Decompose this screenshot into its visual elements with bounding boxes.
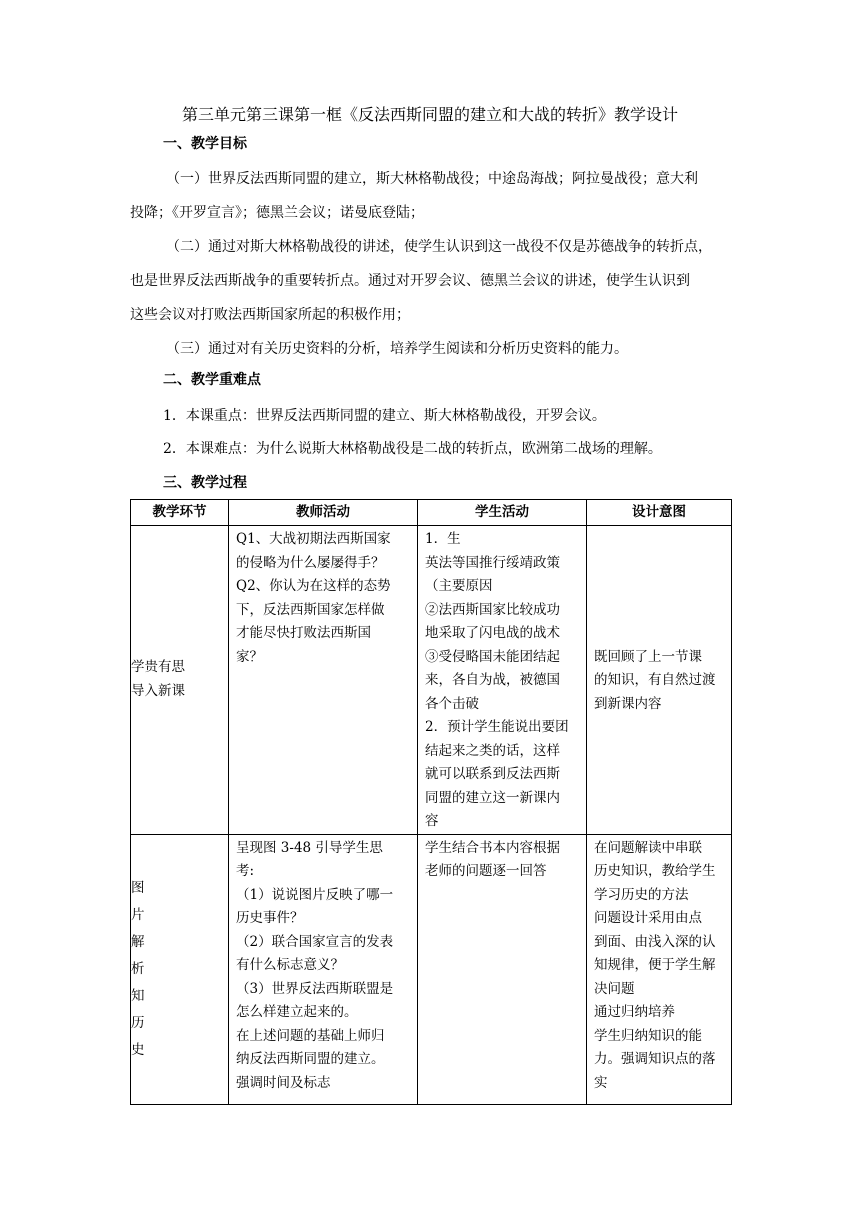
section-heading-key-points: 二、教学重难点 <box>163 372 261 388</box>
design-intent-line: 历史知识，教给学生 <box>594 863 716 879</box>
stage-cell <box>131 834 229 1104</box>
table-header-cell: 教学环节 <box>131 500 229 526</box>
objective-1-line-1: （一）世界反法西斯同盟的建立，斯大林格勒战役；中途岛海战；阿拉曼战役；意大利 <box>166 171 698 187</box>
teacher-activity-line: 才能尽快打败法西斯国 <box>236 625 371 641</box>
table-row <box>131 834 732 1104</box>
student-activity-line: （主要原因 <box>425 578 493 594</box>
table-header-cell: 教师活动 <box>229 500 418 526</box>
design-intent-line: 学习历史的方法 <box>594 886 689 903</box>
teacher-activity-line: 历史事件？ <box>236 910 304 926</box>
teacher-activity-cell <box>229 526 418 835</box>
document-title: 第三单元第三课第一框《反法西斯同盟的建立和大战的转折》教学设计 <box>181 105 678 124</box>
design-intent-line: 在问题解读中串联 <box>594 839 702 856</box>
objective-3-line-1: （三）通过对有关历史资料的分析，培养学生阅读和分析历史资料的能力。 <box>166 341 628 357</box>
key-point-item-1: 1．本课重点：世界反法西斯同盟的建立、斯大林格勒战役，开罗会议。 <box>163 408 606 424</box>
stage-vertical-char: 析 <box>131 960 145 977</box>
objective-paragraph-3 <box>130 332 730 366</box>
table-row <box>131 526 732 835</box>
stage-vertical-char: 片 <box>131 906 145 923</box>
teacher-activity-line: 在上述问题的基础上师归 <box>236 1027 385 1044</box>
design-intent-line: 实 <box>594 1074 608 1091</box>
stage-vertical-char: 图 <box>131 879 145 896</box>
key-point-item-2: 2．本课难点：为什么说斯大林格勒战役是二战的转折点，欧洲第二战场的理解。 <box>163 441 662 457</box>
student-activity-line: 各个击破 <box>425 695 479 712</box>
stage-vertical-char: 史 <box>131 1041 145 1058</box>
teacher-activity-line: 有什么标志意义？ <box>236 957 344 973</box>
teacher-activity-line: 怎么样建立起来的。 <box>236 1004 358 1020</box>
stage-cell <box>131 526 229 835</box>
teacher-activity-cell <box>229 834 418 1104</box>
student-activity-line: 英法等国推行绥靖政策 <box>425 554 560 571</box>
teacher-activity-line: 的侵略为什么屡屡得手？ <box>236 554 385 571</box>
design-intent-cell <box>587 834 732 1104</box>
objective-1-line-2: 投降；《开罗宣言》；德黑兰会议；诺曼底登陆； <box>130 205 424 221</box>
student-activity-line: 2．预计学生能说出要团 <box>425 719 569 735</box>
stage-text-line: 导入新课 <box>131 682 185 699</box>
teacher-activity-line: 考: <box>236 863 255 879</box>
section-heading-objectives: 一、教学目标 <box>163 136 247 152</box>
teacher-activity-line: 强调时间及标志 <box>236 1074 331 1091</box>
student-activity-line: ②法西斯国家比较成功 <box>425 601 560 618</box>
objective-2-line-2: 也是世界反法西斯战争的重要转折点。通过对开罗会议、德黑兰会议的讲述，使学生认识到 <box>130 273 690 289</box>
stage-vertical-char: 历 <box>131 1014 145 1031</box>
design-intent-line: 的知识，有自然过渡 <box>594 672 716 688</box>
teacher-activity-line: 家？ <box>236 648 263 665</box>
teaching-process-table <box>130 499 732 1105</box>
student-activity-line: 容 <box>425 813 439 829</box>
student-activity-line: 学生结合书本内容根据 <box>425 839 560 856</box>
student-activity-line: 地采取了闪电战的战术 <box>425 625 560 641</box>
objective-2-line-3: 这些会议对打败法西斯国家所起的积极作用； <box>130 307 410 323</box>
table-header-cell: 设计意图 <box>587 500 732 526</box>
design-intent-line: 到新课内容 <box>594 695 662 712</box>
student-activity-line: 同盟的建立这一新课内 <box>425 789 560 806</box>
section-heading-process: 三、教学过程 <box>163 475 247 491</box>
student-activity-cell <box>418 526 587 835</box>
student-activity-line: 1．生 <box>425 531 461 547</box>
design-intent-line: 既回顾了上一节课 <box>594 648 702 665</box>
design-intent-line: 知规律，便于学生解 <box>594 957 716 973</box>
design-intent-cell <box>587 526 732 835</box>
student-activity-line: ③受侵略国未能团结起 <box>425 648 560 665</box>
teacher-activity-line: （1）说说图片反映了哪一 <box>236 886 394 903</box>
stage-vertical-char: 知 <box>131 987 145 1004</box>
student-activity-line: 结起来之类的话，这样 <box>425 742 560 759</box>
table-header-cell: 学生活动 <box>418 500 587 526</box>
teacher-activity-line: 下，反法西斯国家怎样做 <box>236 601 385 618</box>
design-intent-line: 学生归纳知识的能 <box>594 1027 702 1044</box>
student-activity-line: 就可以联系到反法西斯 <box>425 766 560 782</box>
design-intent-line: 问题设计采用由点 <box>594 910 702 926</box>
objective-2-line-1: （二）通过对斯大林格勒战役的讲述，使学生认识到这一战役不仅是苏德战争的转折点， <box>166 239 712 255</box>
stage-vertical-char: 解 <box>131 933 145 950</box>
design-intent-line: 到面、由浅入深的认 <box>594 933 716 950</box>
teacher-activity-line: Q1、大战初期法西斯国家 <box>236 531 391 547</box>
objective-paragraph-2 <box>130 230 730 332</box>
teacher-activity-line: 纳反法西斯同盟的建立。 <box>236 1051 385 1067</box>
objective-paragraph-1 <box>130 162 730 230</box>
student-activity-cell <box>418 834 587 1104</box>
teacher-activity-line: Q2、你认为在这样的态势 <box>236 578 391 594</box>
stage-text-line: 学贵有思 <box>131 659 185 676</box>
table-header-row <box>131 500 732 526</box>
teacher-activity-line: （2）联合国家宣言的发表 <box>236 933 394 950</box>
design-intent-line: 通过归纳培养 <box>594 1004 675 1020</box>
student-activity-line: 来，各自为战，被德国 <box>425 672 560 688</box>
design-intent-line: 力。强调知识点的落 <box>594 1051 716 1067</box>
teacher-activity-line: 呈现图 3-48 引导学生思 <box>236 839 383 856</box>
design-intent-line: 决问题 <box>594 980 635 997</box>
student-activity-line: 老师的问题逐一回答 <box>425 863 547 879</box>
teacher-activity-line: （3）世界反法西斯联盟是 <box>236 980 394 997</box>
